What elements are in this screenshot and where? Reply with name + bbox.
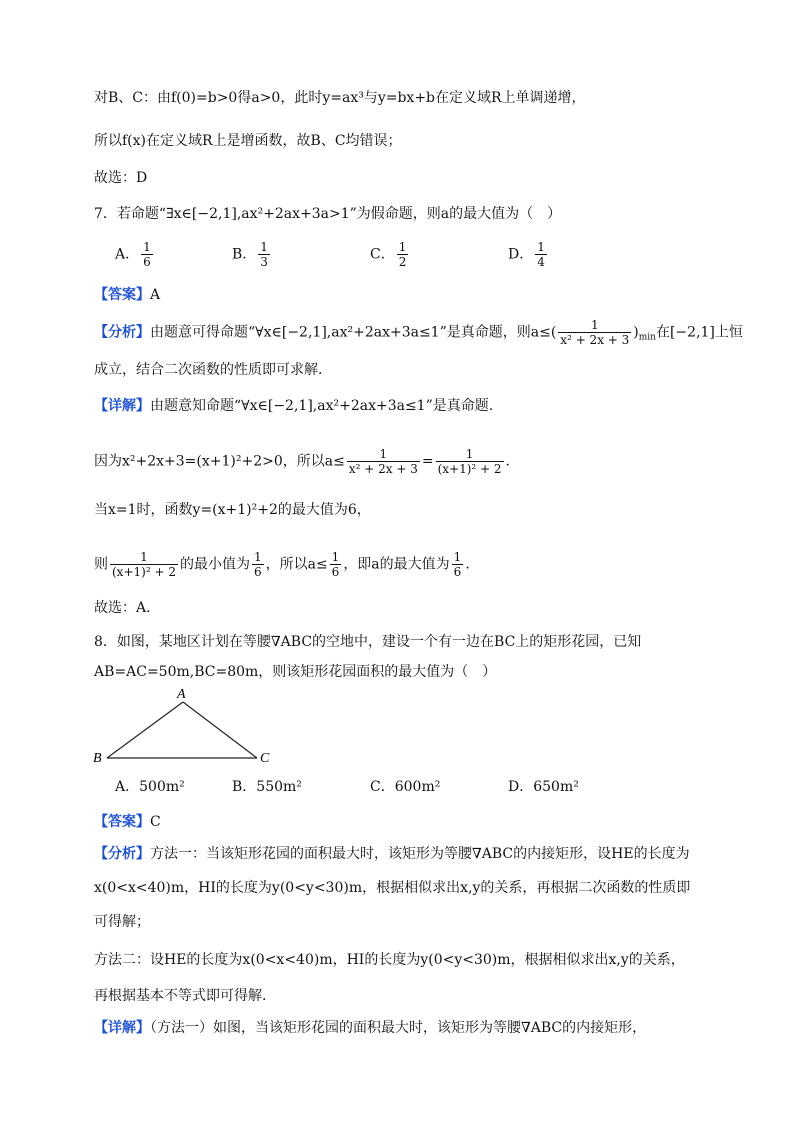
analysis-tag: 【分析】 [94, 324, 150, 341]
q7-analysis-line-1 [94, 318, 743, 348]
q7-select: 故选：A. [94, 600, 151, 616]
q8-option-d [508, 777, 579, 797]
detail-tag: 【详解】 [94, 1020, 150, 1036]
detail-text: （方法一）如图，当该矩形花园的面积最大时，该矩形为等腰∇ABC的内接矩形， [150, 1020, 647, 1036]
solution-line: 对B、C：由f(0)=b>0得a>0，此时y=ax³与y=bx+b在定义域R上单调递增， [94, 90, 586, 106]
option-letter: C． [370, 246, 395, 263]
fraction: $\frac{1}{\text{x² + 2x + 3}}$ [560, 318, 630, 347]
q7-detail-line-2 [94, 447, 510, 476]
question-8-stem-2: AB=AC=50m,BC=80m，则该矩形花园面积的最大值为（ ） [94, 664, 497, 680]
detail-text: ，即a的最大值为 [343, 556, 450, 573]
triangle-figure [90, 684, 280, 764]
q7-analysis-line-2: 成立，结合二次函数的性质即可求解. [94, 362, 323, 378]
q7-detail-line-1 [94, 396, 493, 416]
q7-answer [94, 285, 160, 305]
option-value: 550m² [256, 779, 302, 795]
analysis-text: 在[−2,1]上恒 [655, 324, 743, 341]
detail-text: ，所以a≤ [265, 556, 328, 573]
option-fraction: $\frac{1}{6}$ [143, 240, 151, 269]
detail-text: = [421, 453, 434, 470]
detail-text: 由题意知命题“∀x∈[−2,1],ax²+2ax+3a≤1”是真命题. [150, 398, 494, 414]
q8-detail-line-1 [94, 1018, 646, 1038]
analysis-text: 由题意可得命题“∀x∈[−2,1],ax²+2ax+3a≤1”是真命题，则a≤( [150, 324, 557, 341]
option-letter: B． [232, 779, 257, 795]
q7-option-c [370, 240, 410, 269]
analysis-text: ) [633, 324, 639, 341]
q8-option-a [115, 777, 185, 797]
vertex-a-label: A [177, 687, 186, 702]
q7-option-b [232, 240, 272, 269]
option-letter: D． [508, 779, 534, 795]
q7-detail-line-4 [94, 550, 470, 579]
answer-tag: 【答案】 [94, 814, 150, 830]
fraction: $\frac{1}{6}$ [453, 550, 462, 579]
option-letter: D． [508, 246, 534, 263]
select-answer: 故选：D [94, 170, 148, 186]
q7-option-d [508, 240, 549, 269]
fraction: $\frac{1}{\text{(x+1)² + 2}}$ [112, 550, 176, 579]
option-letter: C． [370, 779, 395, 795]
q8-option-b [232, 777, 302, 797]
side-ac [183, 702, 257, 758]
answer-value: C [150, 814, 161, 830]
fraction: $\frac{1}{6}$ [253, 550, 262, 579]
q8-analysis-line-4: 方法二：设HE的长度为x(0<x<40)m，HI的长度为y(0<y<30)m，根据相似求出x,y的关系， [94, 952, 685, 968]
vertex-b-label: B [93, 751, 102, 764]
vertex-c-label: C [260, 751, 270, 764]
side-ab [107, 702, 183, 758]
question-8-stem-1: 8．如图，某地区计划在等腰∇ABC的空地中，建设一个有一边在BC上的矩形花园，已知 [94, 634, 642, 650]
option-fraction: $\frac{1}{4}$ [537, 240, 545, 269]
detail-tag: 【详解】 [94, 398, 150, 414]
option-value: 500m² [139, 779, 185, 795]
detail-text: . [465, 556, 470, 573]
q8-option-c [370, 777, 440, 797]
option-fraction: $\frac{1}{3}$ [260, 240, 268, 269]
analysis-tag: 【分析】 [94, 846, 150, 862]
question-7-stem: 7．若命题“∃x∈[−2,1],ax²+2ax+3a>1”为假命题，则a的最大值为（ ） [94, 206, 562, 222]
option-letter: A． [115, 246, 140, 263]
q7-option-a [115, 240, 155, 269]
solution-line: 所以f(x)在定义域R上是增函数，故B、C均错误； [94, 133, 402, 149]
analysis-text: 方法一：当该矩形花园的面积最大时，该矩形为等腰∇ABC的内接矩形，设HE的长度为 [150, 846, 690, 862]
fraction: $\frac{1}{\text{x² + 2x + 3}}$ [348, 447, 418, 476]
detail-text: 的最小值为 [179, 556, 250, 573]
subscript-min: min [638, 332, 656, 343]
fraction: $\frac{1}{\text{(x+1)² + 2}}$ [437, 447, 502, 476]
q8-analysis-line-1 [94, 844, 690, 864]
fraction: $\frac{1}{6}$ [331, 550, 340, 579]
option-value: 650m² [533, 779, 579, 795]
detail-text: . [505, 453, 510, 470]
q8-analysis-line-3: 可得解； [94, 914, 150, 930]
detail-text: 因为x²+2x+3=(x+1)²+2>0，所以a≤ [94, 453, 345, 470]
answer-tag: 【答案】 [94, 287, 150, 303]
q8-analysis-line-2: x(0<x<40)m，HI的长度为y(0<y<30)m，根据相似求出x,y的关系，再根据二次函数的性质即 [94, 880, 691, 896]
option-fraction: $\frac{1}{2}$ [398, 240, 407, 269]
detail-text: 则 [94, 556, 108, 573]
answer-value: A [150, 287, 161, 303]
option-letter: A． [115, 779, 140, 795]
q7-detail-line-3: 当x=1时，函数y=(x+1)²+2的最大值为6， [94, 502, 371, 518]
q8-answer [94, 812, 161, 832]
option-letter: B． [232, 246, 257, 263]
option-value: 600m² [394, 779, 441, 795]
q8-analysis-line-5: 再根据基本不等式即可得解. [94, 988, 267, 1004]
